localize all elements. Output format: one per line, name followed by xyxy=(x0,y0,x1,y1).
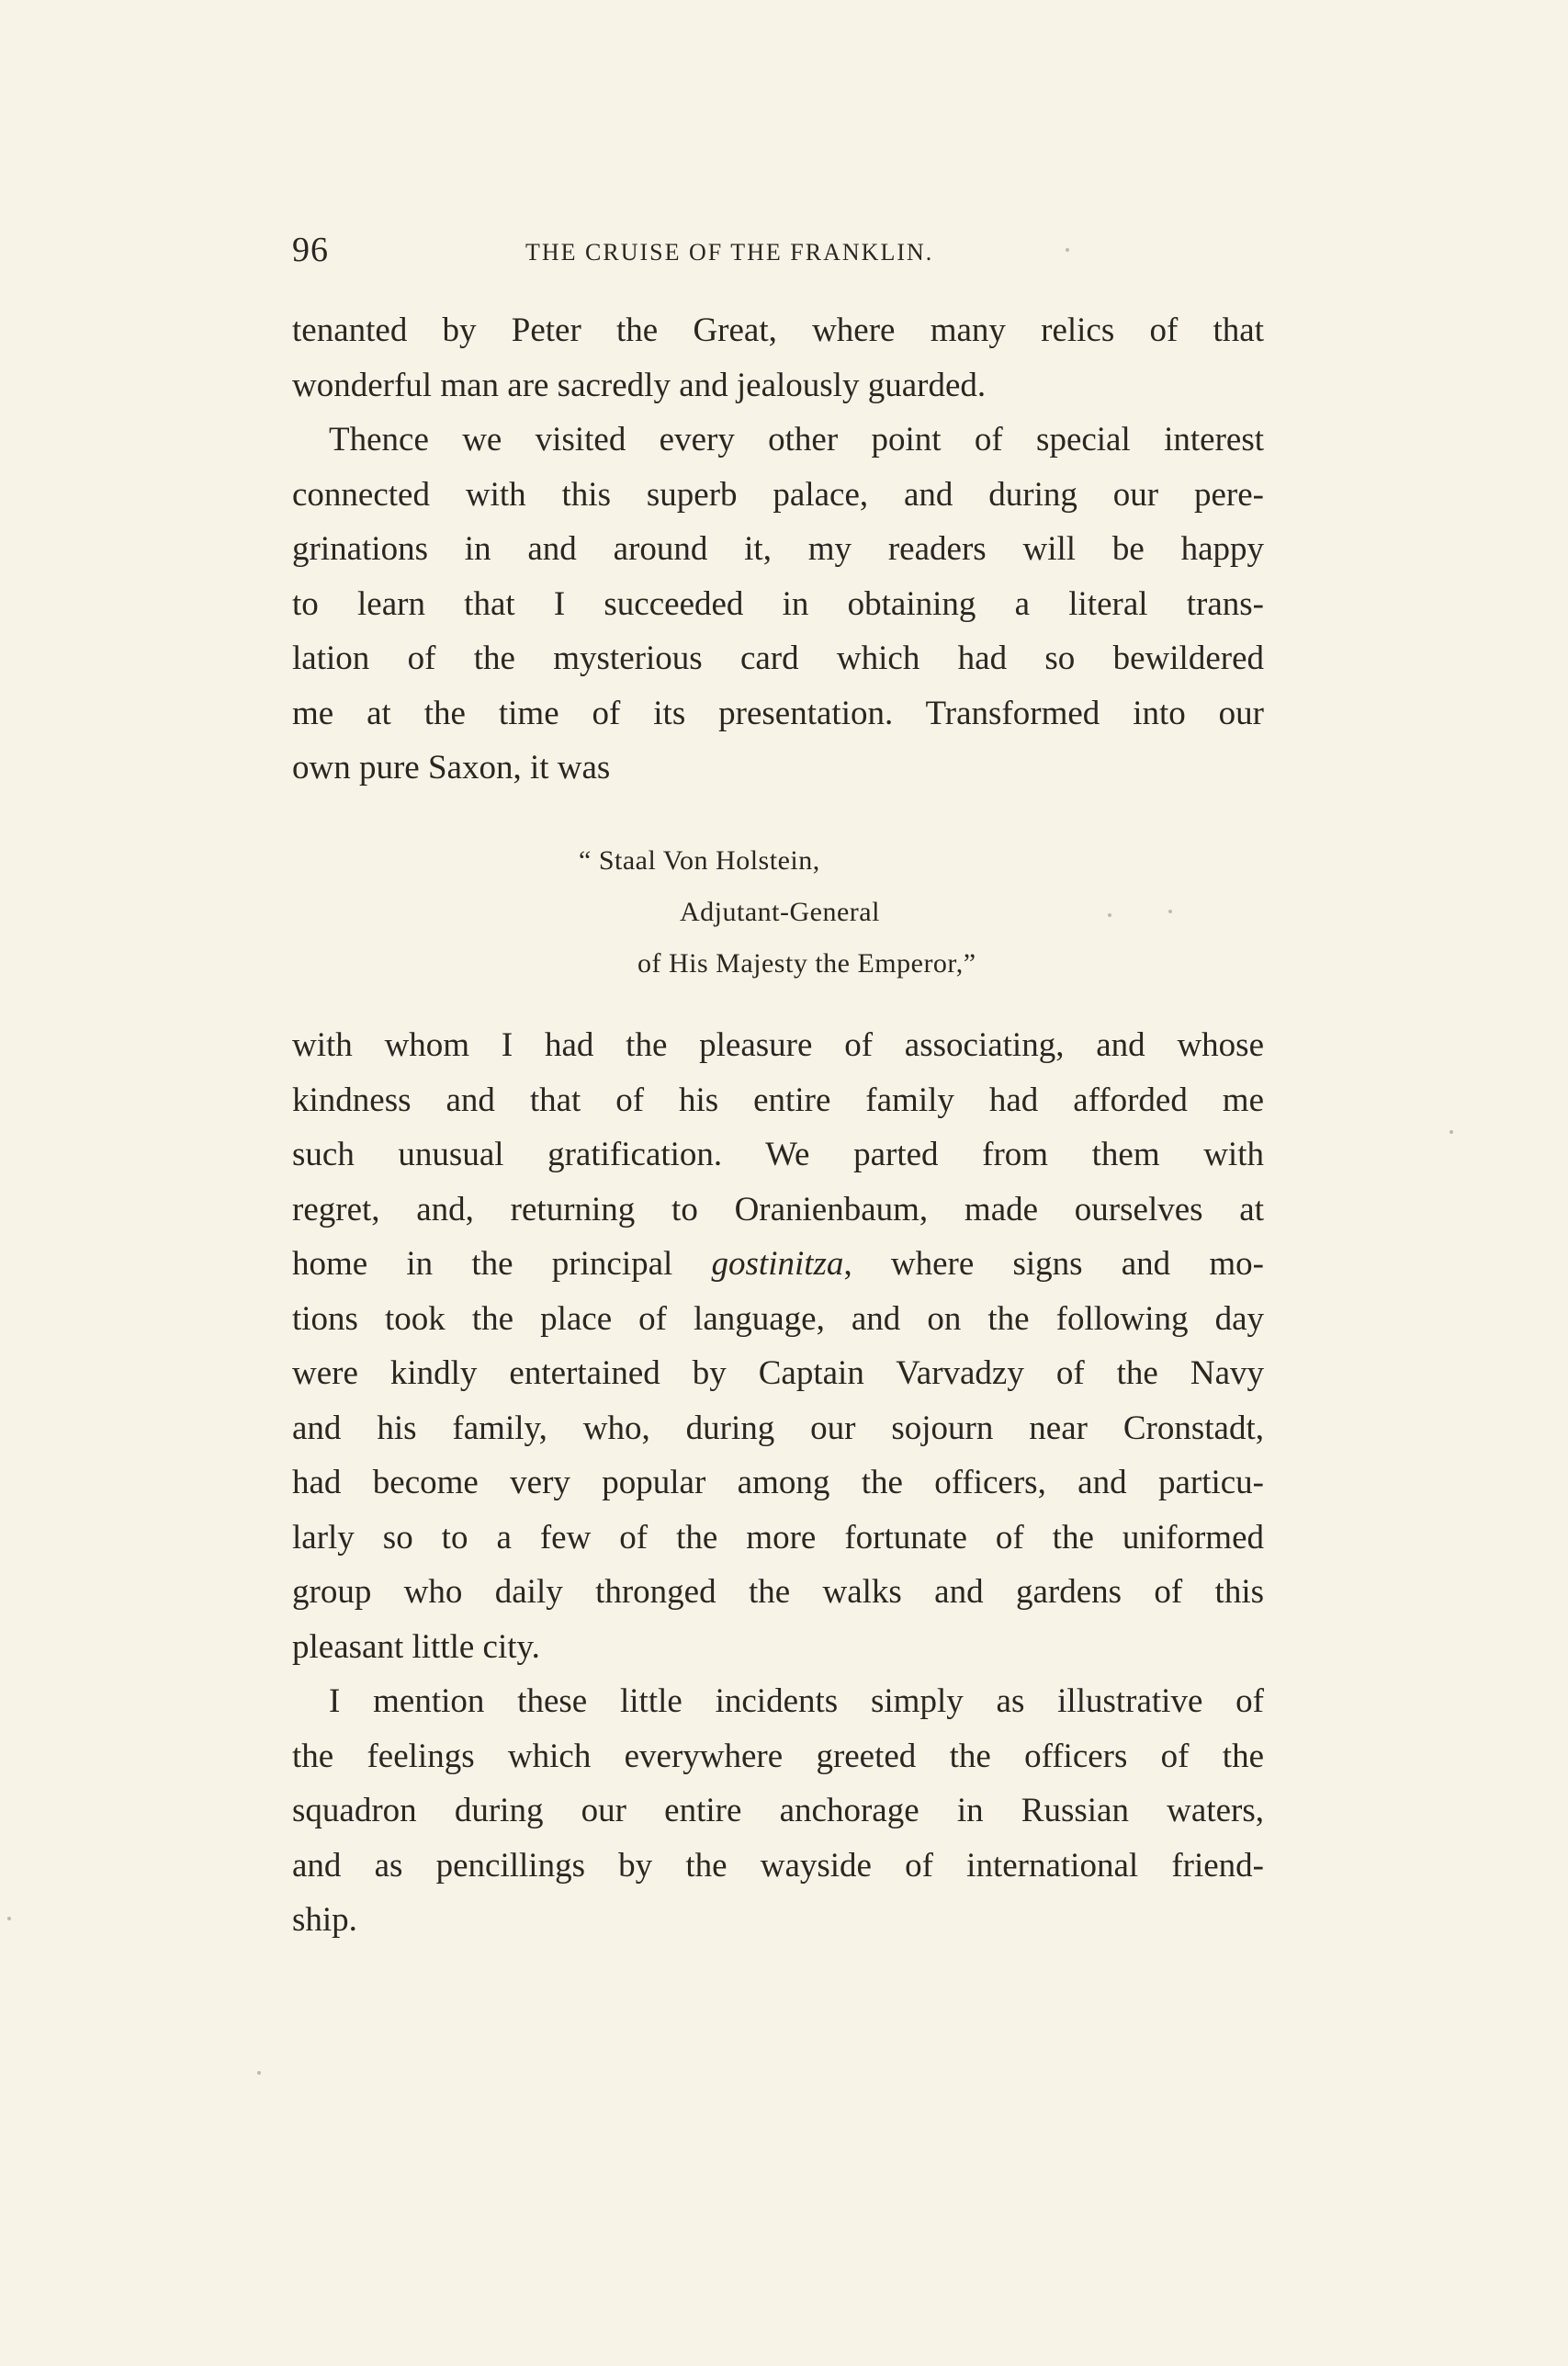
text-line: own pure Saxon, it was xyxy=(292,749,611,787)
text-line: connected with this superb palace, and during our pere- xyxy=(292,475,1264,514)
text-line: group who daily thronged the walks and gardens of this xyxy=(292,1573,1264,1611)
text-line: tenanted by Peter the Great, where many relics of that xyxy=(292,311,1264,349)
text-line: grinations in and around it, my readers will be happy xyxy=(292,530,1264,568)
text-line: wonderful man are sacredly and jealously guarded. xyxy=(292,366,987,404)
text-line: kindness and that of his entire family had afforded me xyxy=(292,1081,1264,1119)
card-quote-line: of His Majesty the Emperor,” xyxy=(637,948,976,979)
text-line: lation of the mysterious card which had so bewildered xyxy=(292,640,1264,677)
text-line: I mention these little incidents simply as illustrative of xyxy=(329,1682,1264,1720)
text-line: Thence we visited every other point of special interest xyxy=(329,421,1264,458)
card-quote-line: “ Staal Von Holstein, xyxy=(579,845,820,876)
text-line: ship. xyxy=(292,1901,357,1939)
paper-speck xyxy=(1066,248,1069,252)
card-quote-line: Adjutant-General xyxy=(680,897,880,927)
text-line: with whom I had the pleasure of associating, and whose xyxy=(292,1026,1264,1064)
italic-word: gostinitza xyxy=(711,1245,844,1283)
running-title: THE CRUISE OF THE FRANKLIN. xyxy=(525,239,934,266)
page-header xyxy=(292,230,1257,285)
paper-speck xyxy=(257,2071,261,2075)
body-text-upper xyxy=(292,303,1264,796)
text-line: pleasant little city. xyxy=(292,1627,540,1666)
paper-speck xyxy=(1108,913,1111,917)
paper-speck xyxy=(1168,910,1172,913)
text-run: , where signs and mo- xyxy=(843,1245,1264,1283)
text-line: tions took the place of language, and on the following day xyxy=(292,1299,1264,1338)
paper-speck xyxy=(1450,1130,1453,1134)
text-line: and his family, who, during our sojourn near Cronstadt, xyxy=(292,1409,1264,1447)
text-run: home in the principal xyxy=(292,1245,712,1283)
text-line: me at the time of its presentation. Transformed into our xyxy=(292,694,1264,732)
paper-speck xyxy=(7,1917,11,1920)
text-line: squadron during our entire anchorage in Russian waters, xyxy=(292,1792,1264,1829)
text-line: had become very popular among the officers, and particu- xyxy=(292,1464,1264,1501)
text-line: larly so to a few of the more fortunate of the uniformed xyxy=(292,1518,1264,1557)
text-line: such unusual gratification. We parted from them with xyxy=(292,1136,1264,1173)
text-line: to learn that I succeeded in obtaining a literal trans- xyxy=(292,584,1264,623)
text-line: the feelings which everywhere greeted the officers of the xyxy=(292,1737,1264,1775)
text-line-with-italic xyxy=(292,1237,1264,1292)
text-line: and as pencillings by the wayside of international friend- xyxy=(292,1846,1264,1885)
text-line: were kindly entertained by Captain Varvadzy of the Navy xyxy=(292,1354,1264,1392)
body-text-lower xyxy=(292,1018,1264,1948)
page-number: 96 xyxy=(292,231,329,269)
text-line: regret, and, returning to Oranienbaum, made ourselves at xyxy=(292,1190,1264,1228)
